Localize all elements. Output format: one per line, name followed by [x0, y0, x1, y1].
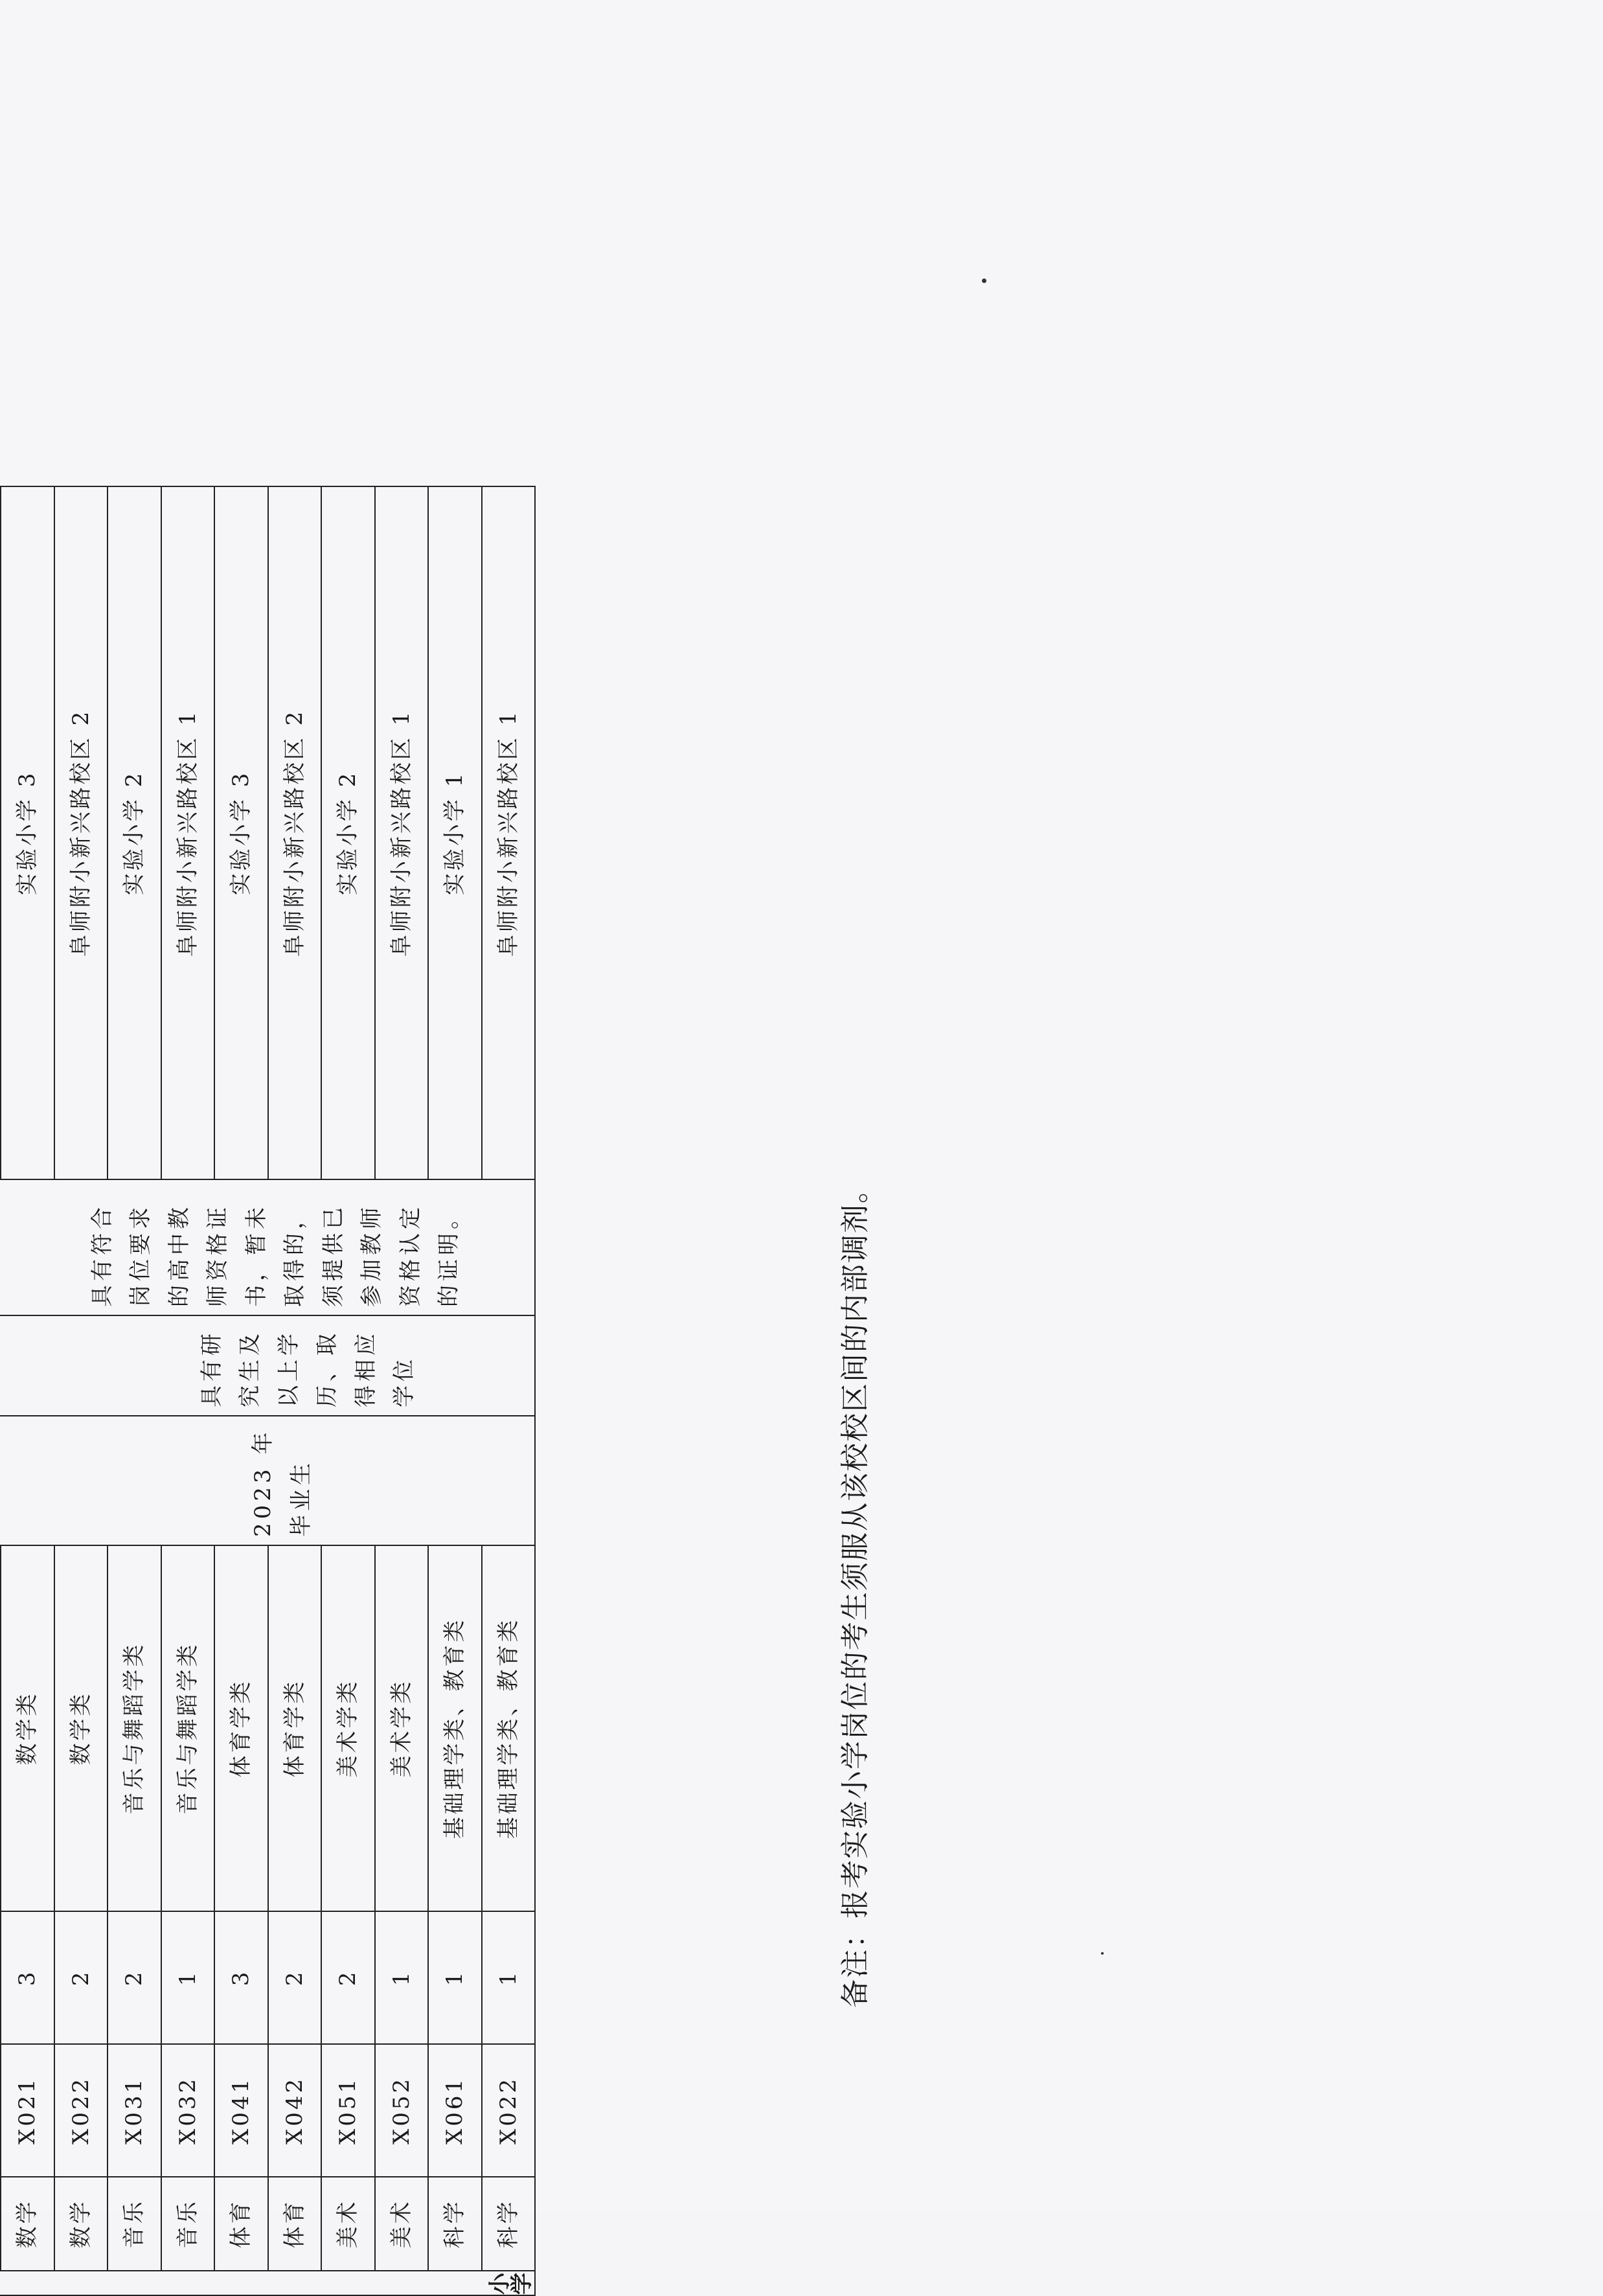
subject-cell: 体育	[214, 2177, 268, 2271]
hiring-count-cell: 3	[214, 1911, 268, 2044]
subject-cell: 科学	[482, 2177, 536, 2271]
position-code-cell: X042	[268, 2044, 322, 2177]
position-code-cell: X041	[214, 2044, 268, 2177]
major-cell: 音乐与舞蹈学类	[108, 1545, 161, 1911]
school-cell: 阜师附小新兴路校区 1	[482, 486, 536, 1179]
position-code-cell: X021	[1, 2044, 54, 2177]
position-code-cell: X022	[54, 2044, 108, 2177]
scan-speck	[982, 278, 986, 283]
level-cell: 小学	[0, 2271, 535, 2295]
major-cell: 美术学类	[321, 1545, 375, 1911]
certificate-requirement-text: 具有符合岗位要求的高中教师资格证书，暂未取得的，须提供已参加教师资格认定的证明。	[89, 1203, 462, 1307]
position-code-cell: X032	[161, 2044, 215, 2177]
footnote: 备注：报考实验小学岗位的考生须服从该校校区间的内部调剂。	[839, 1174, 872, 2008]
subject-cell: 科学	[428, 2177, 482, 2271]
major-cell: 美术学类	[375, 1545, 429, 1911]
positions-table	[0, 486, 536, 2296]
subject-cell: 音乐	[161, 2177, 215, 2271]
hiring-count-cell: 2	[321, 1911, 375, 2044]
hiring-count-cell: 2	[268, 1911, 322, 2044]
hiring-count-cell: 2	[54, 1911, 108, 2044]
major-cell: 基础理学类、教育类	[482, 1545, 536, 1911]
school-cell: 实验小学 3	[214, 486, 268, 1179]
subject-cell: 美术	[375, 2177, 429, 2271]
position-code-cell: X031	[108, 2044, 161, 2177]
subject-cell: 数学	[54, 2177, 108, 2271]
hiring-count-cell: 2	[108, 1911, 161, 2044]
position-code-cell: X052	[375, 2044, 429, 2177]
degree-requirement-cell	[0, 1315, 535, 1416]
school-cell: 实验小学 2	[321, 486, 375, 1179]
graduate-condition-text: 2023 年毕业生	[249, 1428, 314, 1537]
position-code-cell: X061	[428, 2044, 482, 2177]
subject-cell: 数学	[1, 2177, 54, 2271]
school-cell: 阜师附小新兴路校区 2	[54, 486, 108, 1179]
major-cell: 基础理学类、教育类	[428, 1545, 482, 1911]
graduate-condition-cell	[0, 1416, 535, 1545]
school-cell: 实验小学 3	[1, 486, 54, 1179]
rotated-table-wrapper	[0, 487, 535, 2296]
subject-cell: 美术	[321, 2177, 375, 2271]
major-cell: 数学类	[1, 1545, 54, 1911]
school-cell: 阜师附小新兴路校区 1	[161, 486, 215, 1179]
major-cell: 体育学类	[214, 1545, 268, 1911]
subject-cell: 音乐	[108, 2177, 161, 2271]
major-cell: 体育学类	[268, 1545, 322, 1911]
scan-speck	[1101, 1952, 1104, 1955]
hiring-count-cell: 1	[428, 1911, 482, 2044]
major-cell: 数学类	[54, 1545, 108, 1911]
school-cell: 阜师附小新兴路校区 1	[375, 486, 429, 1179]
subject-cell: 体育	[268, 2177, 322, 2271]
position-code-cell: X051	[321, 2044, 375, 2177]
major-cell: 音乐与舞蹈学类	[161, 1545, 215, 1911]
degree-requirement-text: 具有研究生及以上学历、取得相应学位	[198, 1330, 417, 1407]
position-code-cell: X022	[482, 2044, 536, 2177]
hiring-count-cell: 1	[482, 1911, 536, 2044]
school-cell: 实验小学 1	[428, 486, 482, 1179]
school-cell: 实验小学 2	[108, 486, 161, 1179]
school-cell: 阜师附小新兴路校区 2	[268, 486, 322, 1179]
hiring-count-cell: 1	[375, 1911, 429, 2044]
hiring-count-cell: 1	[161, 1911, 215, 2044]
certificate-requirement-cell	[0, 1179, 535, 1315]
hiring-count-cell: 3	[1, 1911, 54, 2044]
